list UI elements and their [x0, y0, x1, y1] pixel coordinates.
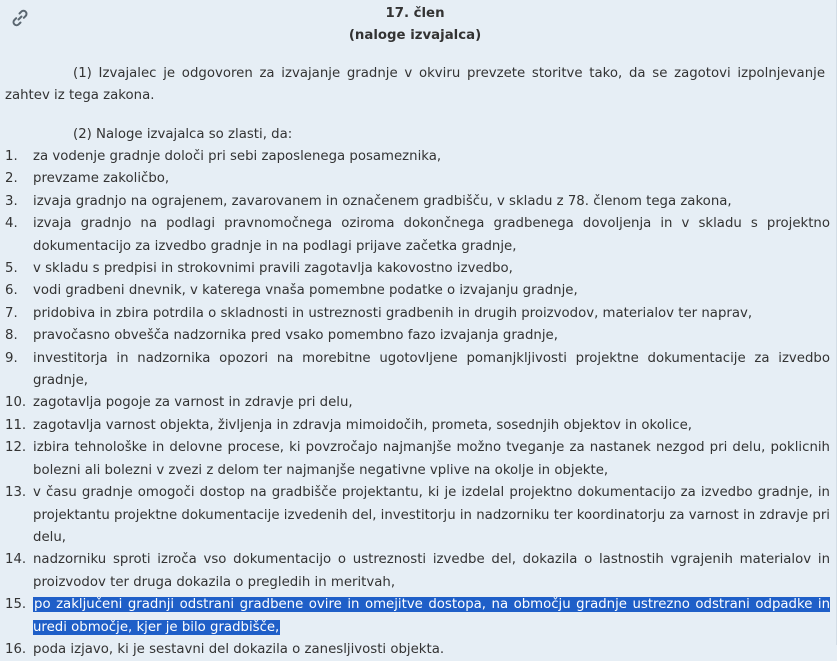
item-number: 15.	[5, 597, 27, 613]
item-text: izvaja gradnjo na podlagi pravnomočnega oziroma dokončnega gradbenega dovoljenja in v skladu s projektno dokumentacijo za izvedbo gradnje in na podlagi prijave začetka gradnje,	[33, 216, 830, 254]
item-text: poda izjavo, ki je sestavni del dokazila o zanesljivosti objekta.	[33, 641, 445, 657]
item-number: 16.	[5, 641, 27, 657]
list-item	[0, 191, 830, 213]
item-text: vodi gradbeni dnevnik, v katerega vnaša pomembne podatke o izvajanju gradnje,	[33, 283, 578, 299]
item-number: 14.	[5, 552, 27, 568]
list-item	[0, 168, 830, 190]
list-item	[0, 303, 830, 325]
paragraph-1: (1) Izvajalec je odgovoren za izvajanje gradnje v okviru prevzete storitve tako, da se zagotovi izpolnjevanje zahtev iz tega zakona.	[5, 66, 825, 103]
list-item	[0, 348, 830, 393]
list-item	[0, 415, 830, 437]
duties-list	[0, 146, 830, 661]
item-number: 11.	[5, 417, 27, 433]
item-number: 7.	[5, 305, 18, 321]
item-number: 1.	[5, 149, 18, 164]
list-item-highlighted	[0, 594, 830, 639]
item-number: 13.	[5, 485, 27, 501]
list-item	[0, 325, 830, 347]
item-number: 9.	[5, 350, 18, 366]
list-item	[0, 213, 830, 258]
item-text: zagotavlja varnost objekta, življenja in zdravja mimoidočih, prometa, sosednjih objektov in okolice,	[33, 417, 692, 433]
item-text[interactable]	[33, 594, 830, 639]
list-item	[0, 437, 830, 482]
item-number: 4.	[5, 216, 18, 232]
item-number: 2.	[5, 171, 18, 187]
item-text: v času gradnje omogoči dostop na gradbišče projektantu, ki je izdelal projektno dokumentacijo za izvedbo gradnje, in projektantu projektne dokumentacije izvedenih del, investitorju in nadzorniku ter koordinatorju za varnost in zdravje pri delu,	[33, 485, 830, 545]
list-item	[0, 146, 830, 168]
item-text: pridobiva in zbira potrdila o skladnosti in ustreznosti gradbenih in drugih proizvodov, materialov ter naprav,	[33, 305, 753, 321]
item-text: za vodenje gradnje določi pri sebi zaposlenega posameznika,	[33, 149, 442, 164]
list-item	[0, 549, 830, 594]
list-item	[0, 280, 830, 302]
item-text: v skladu s predpisi in strokovnimi pravili zagotavlja kakovostno izvedbo,	[33, 261, 513, 277]
item-text: izvaja gradnjo na ograjenem, zavarovanem in označenem gradbišču, v skladu z 78. členom tega zakona,	[33, 193, 732, 209]
list-item	[0, 392, 830, 414]
paragraph-2: (2) Naloge izvajalca so zlasti, da:	[73, 127, 293, 142]
item-number: 6.	[5, 283, 18, 299]
item-text: izbira tehnološke in delovne procese, ki povzročajo najmanjše možno tveganje za nastanek nezgod pri delu, poklicnih bolezni ali bolezni v zvezi z delom ter najmanjše negativne vplive na okolje in objekte,	[33, 440, 830, 478]
item-text: investitorja in nadzornika opozori na morebitne ugotovljene pomanjkljivosti projektne dokumentacije za izvedbo gradnje,	[33, 350, 830, 389]
item-number: 5.	[5, 261, 18, 277]
item-text: prevzame zakoličbo,	[33, 171, 170, 187]
item-number: 12.	[5, 440, 27, 456]
item-text: zagotavlja pogoje za varnost in zdravje pri delu,	[33, 395, 353, 411]
list-item	[0, 258, 830, 280]
item-text: nadzorniku sproti izroča vso dokumentacijo o ustreznosti izvedbe del, dokazila o lastnostih vgrajenih materialov in proizvodov ter druga dokazila o pregledih in meritvah,	[33, 552, 830, 590]
list-item	[0, 639, 830, 661]
item-number: 10.	[5, 395, 27, 411]
item-number: 8.	[5, 328, 18, 344]
article-title: 17. člen	[385, 6, 445, 21]
article-subtitle: (naloge izvajalca)	[348, 28, 482, 43]
list-item	[0, 482, 830, 549]
item-number: 3.	[5, 193, 18, 209]
selected-text[interactable]: po zaključeni gradnji odstrani gradbene ovire in omejitve dostopa, na območju gradnje ustrezno odstrani odpadke in uredi območje, kjer je bilo gradbišče,	[33, 597, 830, 635]
item-text: pravočasno obvešča nadzornika pred vsako pomembno fazo izvajanja gradnje,	[33, 328, 558, 344]
